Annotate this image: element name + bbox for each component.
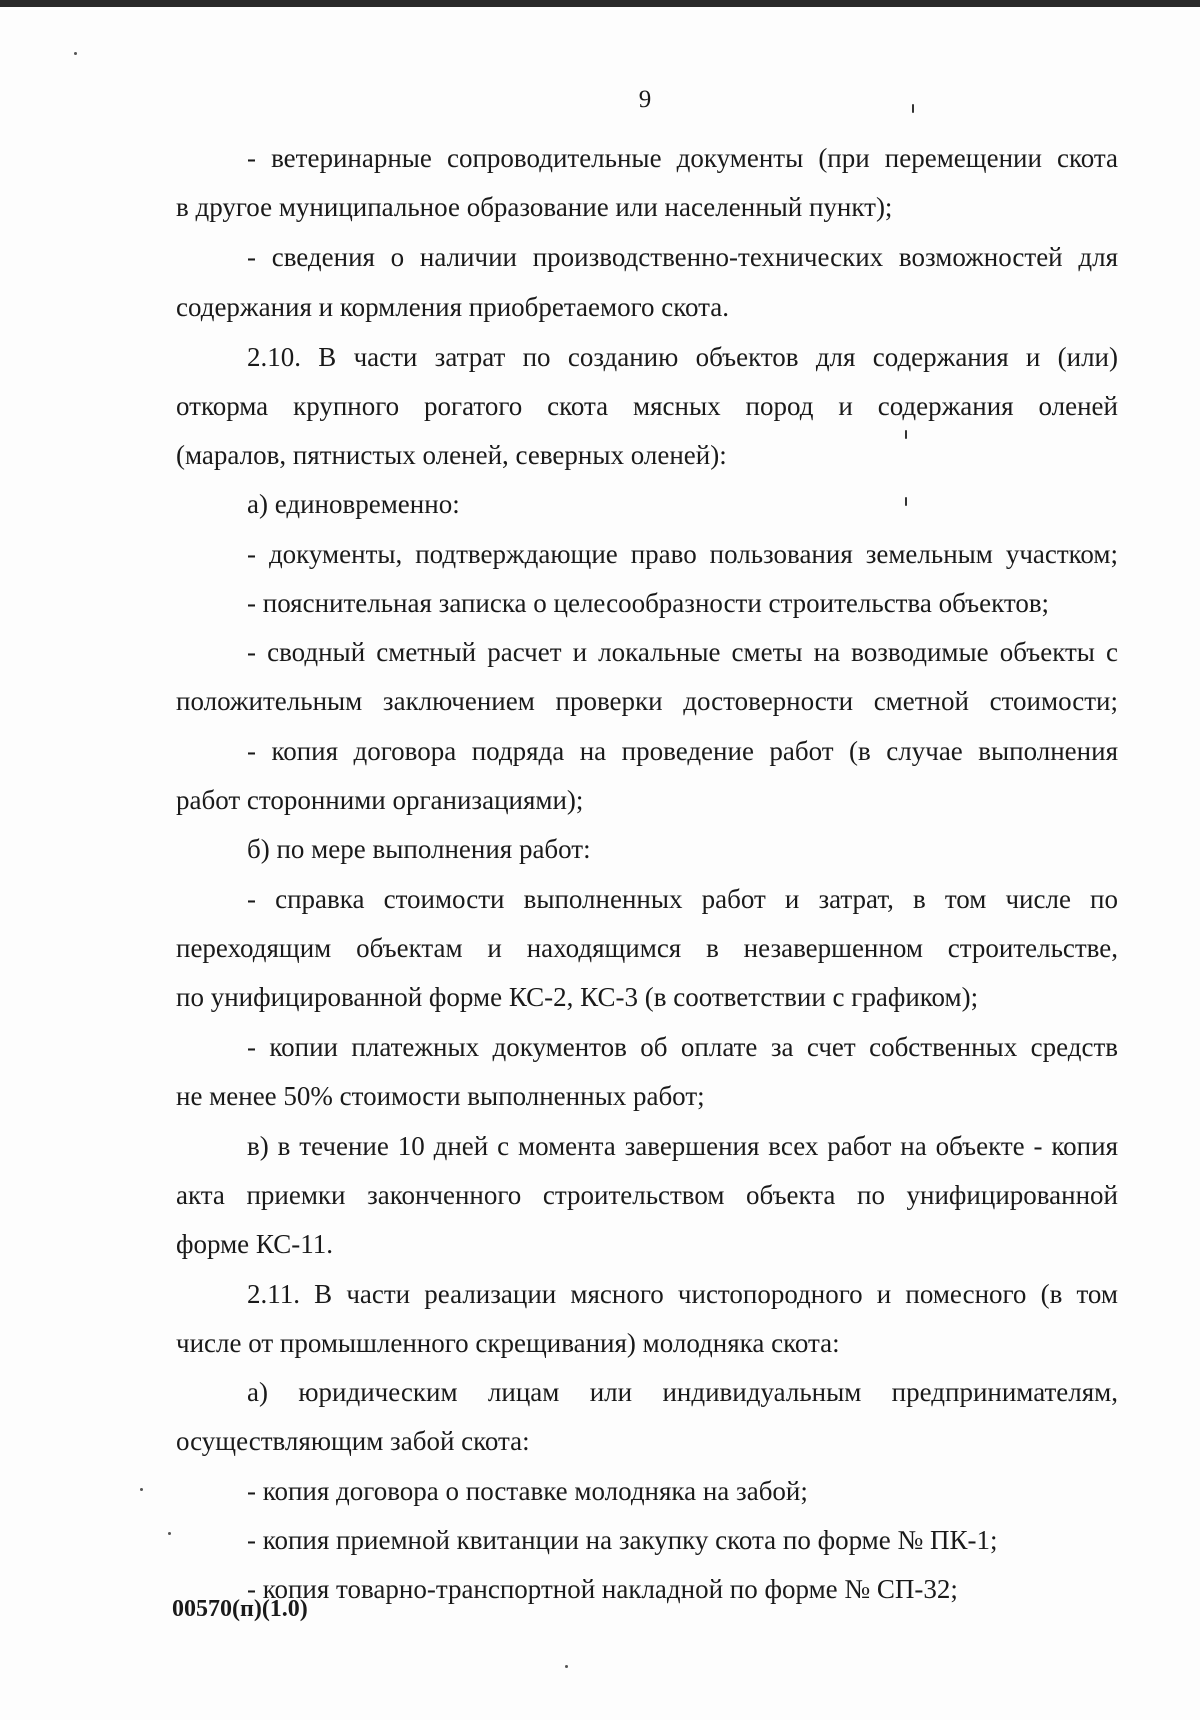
text-line-2: в другое муниципальное образование или населенный пункт); [176,192,893,222]
text-line-12: положительным заключением проверки достоверности сметной стоимости; [176,686,1118,716]
text-line-1: - ветеринарные сопроводительные документы (при перемещении скота [247,143,1118,173]
text-line-17: переходящим объектам и находящимся в незавершенном строительстве, [176,933,1118,963]
scan-speck [905,497,907,506]
text-line-4: содержания и кормления приобретаемого скота. [176,292,729,322]
scan-speck [905,430,907,439]
text-line-5: 2.10. В части затрат по созданию объектов для содержания и (или) [247,342,1118,372]
scan-speck [565,1665,568,1668]
text-line-7: (маралов, пятнистых оленей, северных оленей): [176,440,727,470]
text-line-13: - копия договора подряда на проведение работ (в случае выполнения [247,736,1118,766]
text-line-28: - копия договора о поставке молодняка на забой; [247,1476,808,1506]
scan-speck [140,1488,143,1491]
scan-top-border [0,0,1200,7]
text-line-27: осуществляющим забой скота: [176,1426,530,1456]
text-line-29: - копия приемной квитанции на закупку скота по форме № ПК-1; [247,1525,998,1555]
text-line-6: откорма крупного рогатого скота мясных пород и содержания оленей [176,391,1118,421]
document-code: 00570(п)(1.0) [172,1596,308,1622]
scan-speck [912,104,914,113]
page-number: 9 [638,86,652,113]
text-line-14: работ сторонними организациями); [176,785,584,815]
text-line-24: 2.11. В части реализации мясного чистопородного и помесного (в том [247,1279,1118,1309]
text-line-19: - копии платежных документов об оплате за счет собственных средств [247,1032,1118,1062]
text-line-3: - сведения о наличии производственно-технических возможностей для [247,242,1118,272]
text-line-20: не менее 50% стоимости выполненных работ; [176,1081,705,1111]
text-line-22: акта приемки законченного строительством объекта по унифицированной [176,1180,1118,1210]
text-line-25: числе от промышленного скрещивания) молодняка скота: [176,1328,840,1358]
text-line-10: - пояснительная записка о целесообразности строительства объектов; [247,588,1050,618]
text-line-26: а) юридическим лицам или индивидуальным предпринимателям, [247,1377,1118,1407]
scan-speck [168,1532,171,1535]
text-line-18: по унифицированной форме КС-2, КС-3 (в соответствии с графиком); [176,982,979,1012]
text-line-15: б) по мере выполнения работ: [247,834,591,864]
text-line-21: в) в течение 10 дней с момента завершения всех работ на объекте - копия [247,1131,1118,1161]
text-line-9: - документы, подтверждающие право пользования земельным участком; [247,539,1118,569]
scan-speck [74,52,77,55]
text-line-11: - сводный сметный расчет и локальные сметы на возводимые объекты с [247,637,1118,667]
text-line-16: - справка стоимости выполненных работ и затрат, в том числе по [247,884,1118,914]
text-line-8: а) единовременно: [247,489,460,519]
text-line-30: - копия товарно-транспортной накладной по форме № СП-32; [247,1574,958,1604]
text-line-23: форме КС-11. [176,1229,333,1259]
